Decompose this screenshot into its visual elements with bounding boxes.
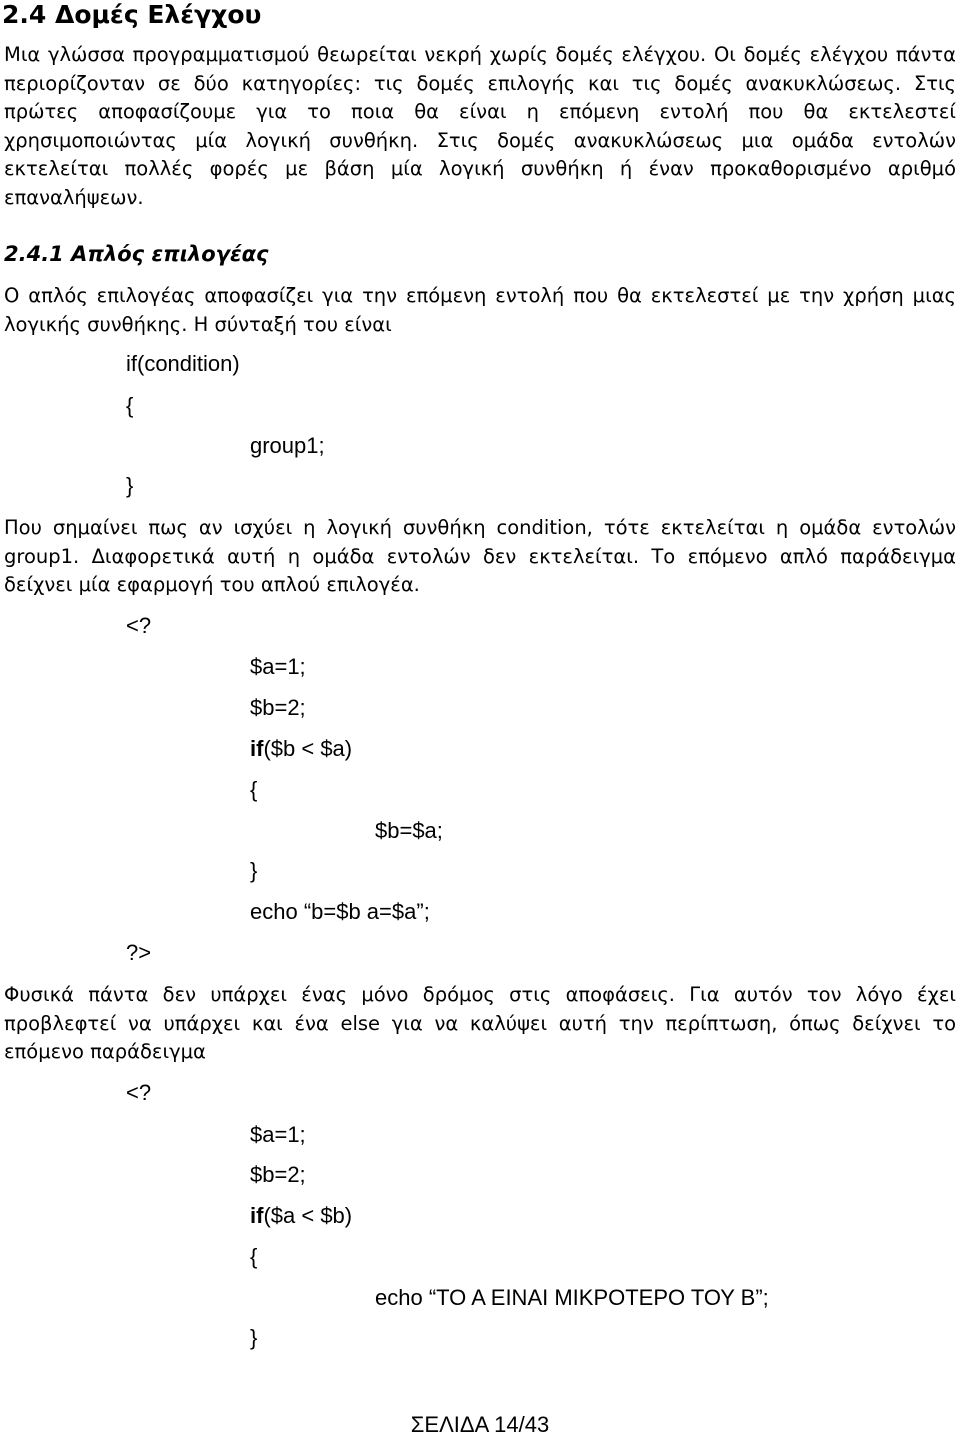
page-number-footer: ΣΕΛΙΔΑ 14/43	[410, 1412, 550, 1437]
example2-open-brace: {	[250, 1244, 258, 1269]
example2-if-line	[250, 1202, 352, 1230]
example2-assign-b: $b=2;	[250, 1162, 306, 1187]
example1-assign-a: $a=1;	[250, 654, 306, 679]
example1-if-line	[250, 735, 352, 763]
example1-echo-line: echo “b=$b a=$a”;	[250, 899, 430, 924]
example2-body-line: echo “ΤΟ Α ΕΙΝΑΙ ΜΙΚΡΟΤΕΡΟ ΤΟΥ Β”;	[375, 1285, 769, 1310]
example2-assign-a: $a=1;	[250, 1122, 306, 1147]
subsection-intro-paragraph: Ο απλός επιλογέας αποφασίζει για την επόμενη εντολή που θα εκτελεστεί με την χρήση μιας λογικής συνθήκης. Η σύνταξή του είναι	[4, 284, 956, 336]
example1-assign-b: $b=2;	[250, 695, 306, 720]
example1-open-brace: {	[250, 777, 258, 802]
example2-if-condition: ($a < $b)	[263, 1203, 353, 1228]
syntax-if-line: if(condition)	[126, 351, 240, 376]
example2-close-brace: }	[250, 1325, 258, 1350]
example1-open-tag: <?	[126, 613, 152, 638]
example2-if-keyword: if	[250, 1203, 264, 1228]
subsection-heading: 2.4.1 Απλός επιλογέας	[4, 242, 269, 266]
example1-if-keyword: if	[250, 736, 264, 761]
explanation-paragraph: Που σημαίνει πως αν ισχύει η λογική συνθήκη condition, τότε εκτελείται η ομάδα εντολών group1. Διαφορετικά αυτή η ομάδα εντολών δεν εκτελείται. Το επόμενο απλό παράδειγμα δείχνει μία εφαρμογή του απλού επιλογέα.	[4, 516, 956, 596]
example1-if-condition: ($b < $a)	[263, 736, 353, 761]
section-intro-paragraph: Μια γλώσσα προγραμματισμού θεωρείται νεκρή χωρίς δομές ελέγχου. Οι δομές ελέγχου πάντα περιορίζονταν σε δύο κατηγορίες: τις δομές επιλογής και τις δομές ανακυκλώσεως. Στις πρώτες αποφασίζουμε για το ποια θα είναι η επόμενη εντολή που θα εκτελεστεί χρησιμοποιώντας μία λογική συνθήκη. Στις δομές ανακυκλώσεως μια ομάδα εντολών εκτελείται πολλές φορές με βάση μία λογική συνθήκη ή έναν προκαθορισμένο αριθμό επαναλήψεων.	[4, 43, 956, 209]
example1-close-tag: ?>	[126, 940, 152, 965]
syntax-close-brace: }	[126, 473, 134, 498]
example1-body-line: $b=$a;	[375, 818, 443, 843]
syntax-body-line: group1;	[250, 433, 325, 458]
example1-close-brace: }	[250, 858, 258, 883]
example2-open-tag: <?	[126, 1080, 152, 1105]
section-heading: 2.4 Δομές Ελέγχου	[2, 0, 262, 29]
else-note-paragraph: Φυσικά πάντα δεν υπάρχει ένας μόνο δρόμος στις αποφάσεις. Για αυτόν τον λόγο έχει προβλεφτεί να υπάρχει και ένα else για να καλύψει αυτή την περίπτωση, όπως δείχνει το επόμενο παράδειγμα	[4, 983, 956, 1063]
syntax-open-brace: {	[126, 393, 134, 418]
